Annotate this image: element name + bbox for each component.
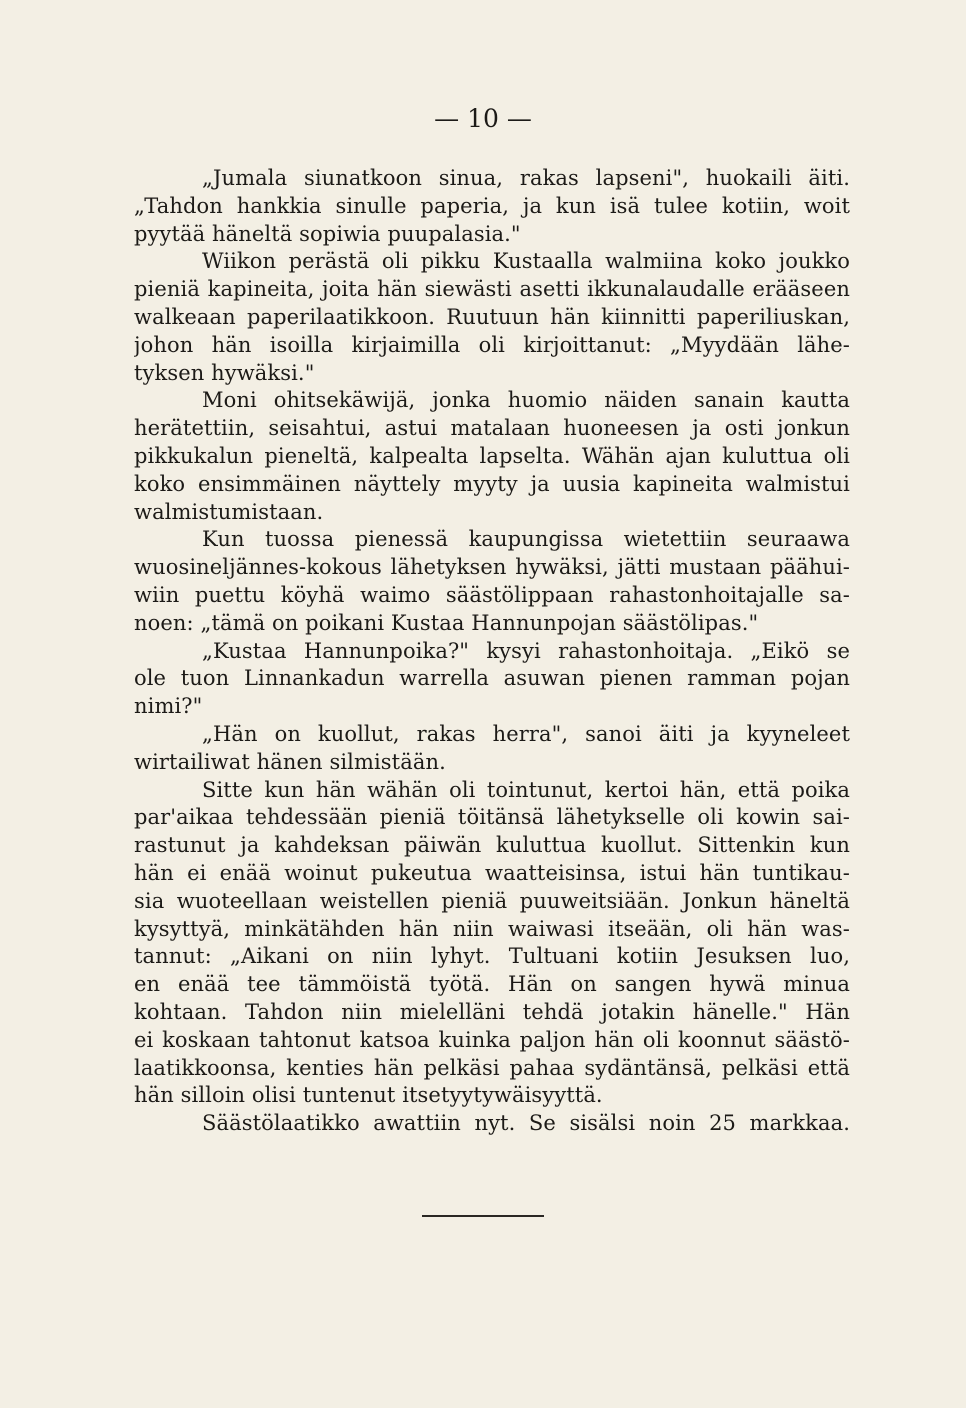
text-line: sia wuoteellaan weistellen pieniä puuweitsiään. Jonkun häneltä (134, 888, 850, 913)
page-number: — 10 — (434, 104, 532, 133)
text-line: Wiikon perästä oli pikku Kustaalla walmiina koko joukko (202, 249, 850, 274)
text-line: tannut: „Aikani on niin lyhyt. Tultuani kotiin Jesuksen luo, (134, 944, 850, 969)
section-divider (422, 1215, 544, 1217)
text-line: tyksen hywäksi." (134, 360, 315, 385)
text-line: Sitte kun hän wähän oli tointunut, kertoi hän, että poika (202, 777, 850, 802)
text-line: wirtailiwat hänen silmistään. (134, 749, 446, 774)
text-line: walkeaan paperilaatikkoon. Ruutuun hän kiinnitti paperiliuskan, (134, 304, 850, 329)
text-line: noen: „tämä on poikani Kustaa Hannunpojan säästölipas." (134, 610, 759, 635)
text-line: „Tahdon hankkia sinulle paperia, ja kun isä tulee kotiin, woit (134, 193, 850, 218)
text-line: ole tuon Linnankadun warrella asuwan pienen ramman pojan (134, 666, 850, 691)
text-line: hän ei enää woinut pukeutua waatteisinsa, istui hän tuntikau- (134, 860, 850, 885)
text-line: Kun tuossa pienessä kaupungissa wietettiin seuraawa (202, 527, 850, 552)
text-line: koko ensimmäinen näyttely myyty ja uusia kapineita walmistui (134, 471, 850, 496)
text-line: pieniä kapineita, joita hän siewästi asetti ikkunalaudalle erääseen (134, 277, 850, 302)
text-line: par'aikaa tehdessään pieniä töitänsä lähetykselle oli kowin sai- (134, 805, 850, 830)
text-line: hän silloin olisi tuntenut itsetyytywäisyyttä. (134, 1083, 603, 1108)
text-line: nimi?" (134, 694, 203, 719)
text-line: „Jumala siunatkoon sinua, rakas lapseni", huokaili äiti. (202, 166, 850, 190)
text-line: wiin puettu köyhä waimo säästölippaan rahastonhoitajalle sa- (134, 582, 850, 607)
text-line: kysyttyä, minkätähden hän niin waiwasi itseään, oli hän was- (134, 916, 850, 941)
text-line: laatikkoonsa, kenties hän pelkäsi pahaa sydäntänsä, pelkäsi että (134, 1055, 850, 1080)
text-line: „Kustaa Hannunpoika?" kysyi rahastonhoitaja. „Eikö se (202, 638, 850, 663)
body-text (134, 165, 850, 1138)
text-line: pyytää häneltä sopiwia puupalasia." (134, 221, 521, 246)
text-line: „Hän on kuollut, rakas herra", sanoi äiti ja kyyneleet (202, 721, 850, 746)
text-line: johon hän isoilla kirjaimilla oli kirjoittanut: „Myydään lähe- (134, 332, 850, 357)
text-line: Moni ohitsekäwijä, jonka huomio näiden sanain kautta (202, 388, 850, 413)
text-line: wuosineljännes-kokous lähetyksen hywäksi, jätti mustaan päähui- (134, 555, 850, 580)
text-line: walmistumistaan. (134, 499, 324, 524)
text-line: en enää tee tämmöistä työtä. Hän on sangen hywä minua (134, 972, 850, 997)
text-line: pikkukalun pieneltä, kalpealta lapselta. Wähän ajan kuluttua oli (134, 443, 850, 468)
text-line: rastunut ja kahdeksan päiwän kuluttua kuollut. Sittenkin kun (134, 833, 850, 858)
text-line: ei koskaan tahtonut katsoa kuinka paljon hän oli koonnut säästö- (134, 1027, 850, 1052)
text-line: herätettiin, seisahtui, astui matalaan huoneesen ja osti jonkun (134, 416, 850, 441)
text-line: Säästölaatikko awattiin nyt. Se sisälsi noin 25 markkaa. (202, 1111, 850, 1136)
text-line: kohtaan. Tahdon niin mielelläni tehdä jotakin hänelle." Hän (134, 999, 850, 1024)
